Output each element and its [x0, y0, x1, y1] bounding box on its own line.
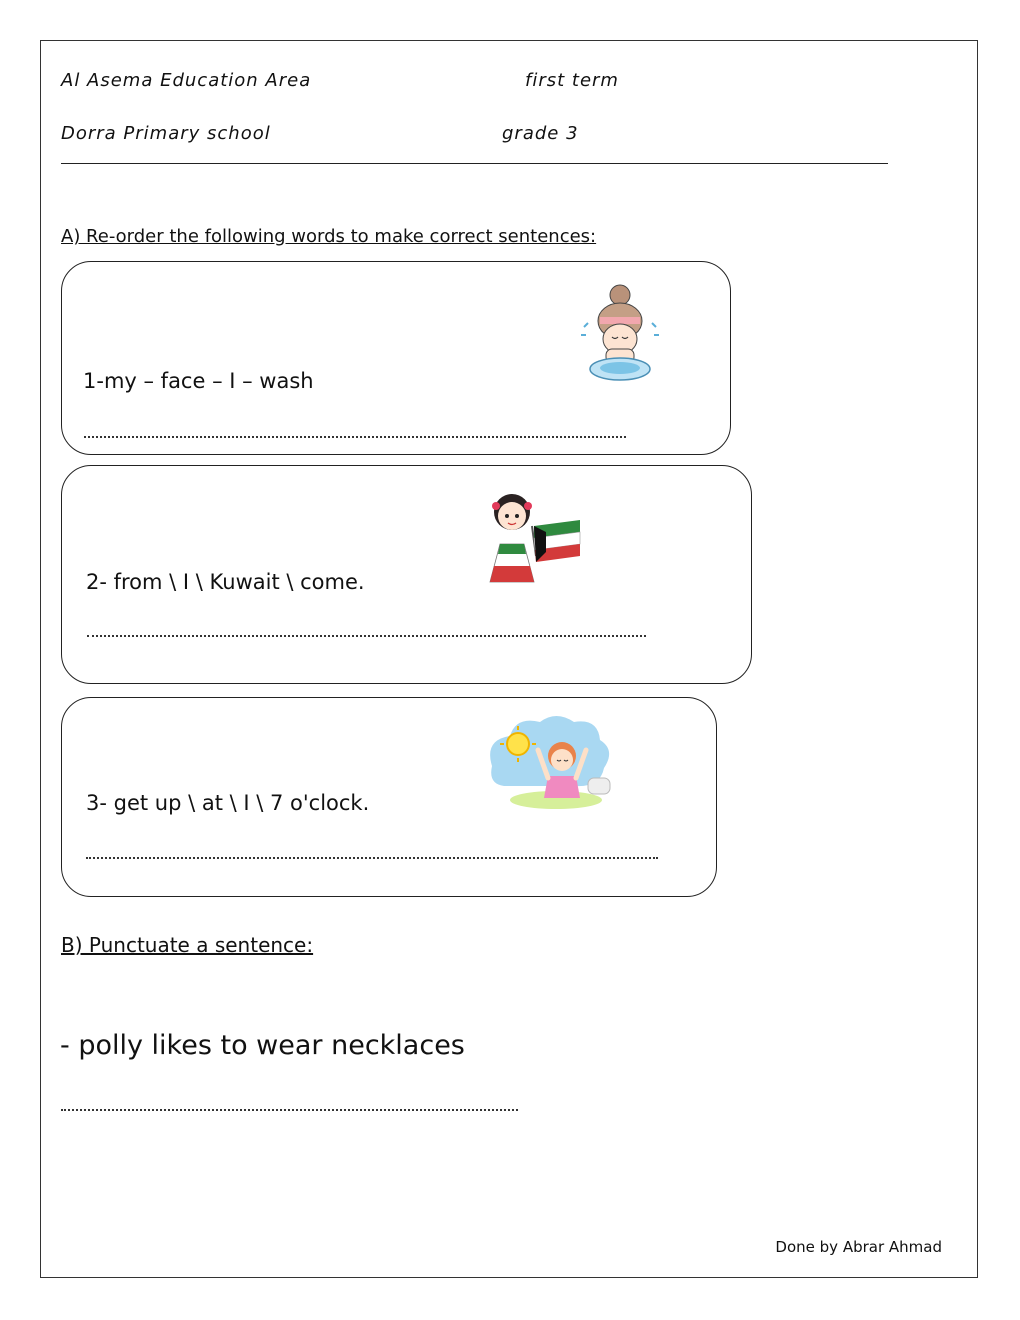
school-name: Dorra Primary school: [61, 123, 271, 144]
answer-line-1[interactable]: [84, 436, 626, 438]
answer-line-3[interactable]: [86, 857, 658, 859]
term-label: first term: [525, 70, 619, 91]
girl-waking-up-icon: [484, 716, 616, 810]
section-b-title: B) Punctuate a sentence:: [61, 933, 314, 957]
question-2-text: 2- from \ I \ Kuwait \ come.: [86, 570, 365, 594]
girl-with-kuwait-flag-icon: [476, 486, 586, 588]
punctuate-sentence: - polly likes to wear necklaces: [60, 1030, 465, 1061]
answer-line-b[interactable]: [61, 1109, 518, 1111]
author-credit: Done by Abrar Ahmad: [775, 1238, 942, 1256]
education-area: Al Asema Education Area: [61, 70, 312, 91]
question-3-text: 3- get up \ at \ I \ 7 o'clock.: [86, 791, 370, 815]
grade-label: grade 3: [502, 123, 579, 144]
question-1-text: 1-my – face – I – wash: [83, 369, 314, 393]
answer-line-2[interactable]: [87, 635, 646, 637]
header-divider: [61, 163, 888, 164]
section-a-title: A) Re-order the following words to make correct sentences:: [61, 226, 597, 247]
girl-washing-face-icon: [578, 283, 662, 387]
